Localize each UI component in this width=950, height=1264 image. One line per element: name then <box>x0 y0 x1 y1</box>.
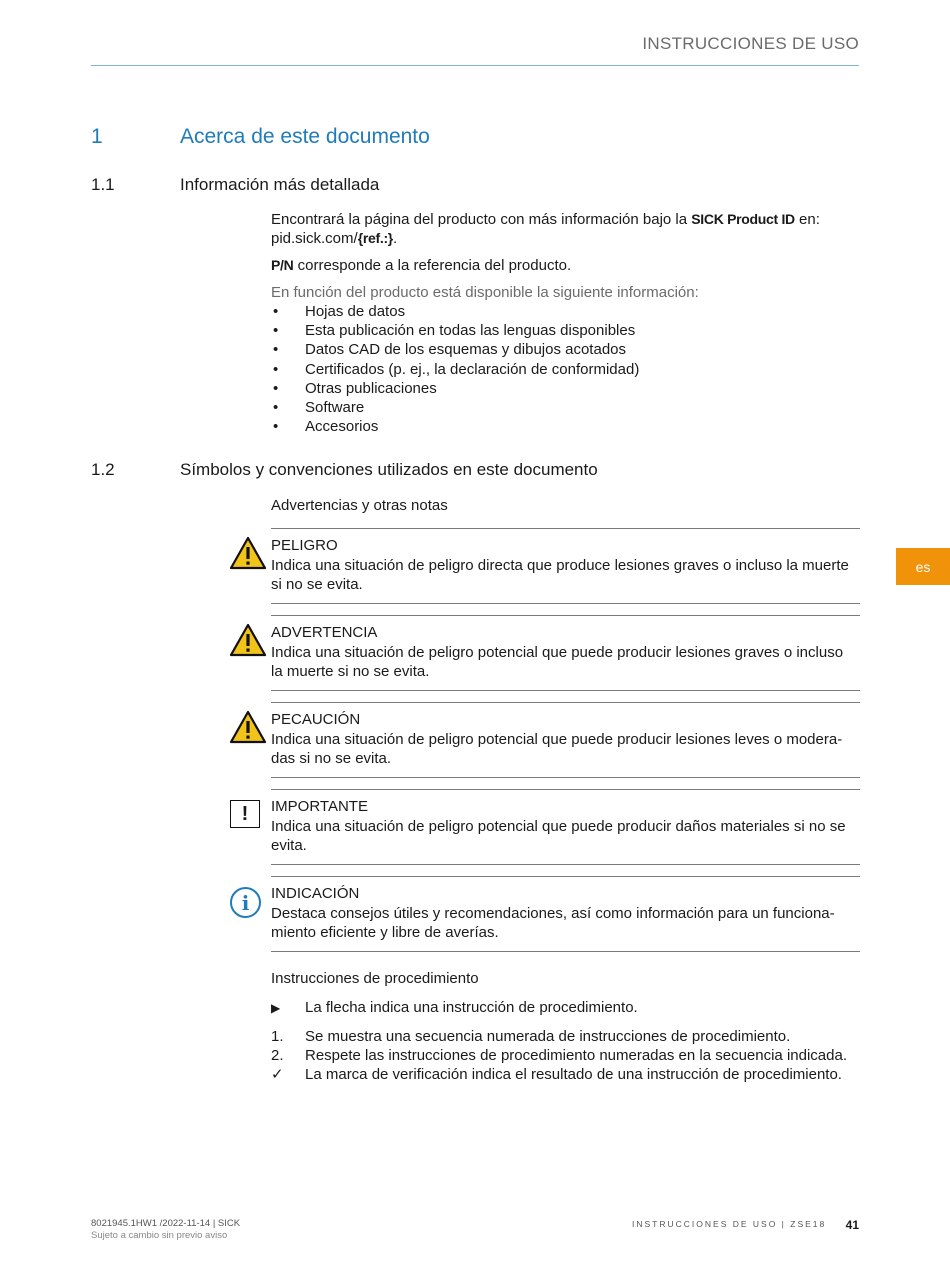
footer-doc-id: 8021945.1HW1 /2022-11-14 | SICK <box>91 1218 241 1229</box>
bullet-icon: • <box>273 399 279 417</box>
notice-title: IMPORTANTE <box>271 798 368 815</box>
notice-text: la muerte si no se evita. <box>271 663 430 680</box>
procedure-arrow-row <box>271 998 861 1017</box>
bullet-icon: • <box>273 379 279 397</box>
pn-paragraph <box>271 256 861 275</box>
notice-title: ADVERTENCIA <box>271 624 378 641</box>
list-item <box>271 998 861 1017</box>
step-number: 2. <box>271 1047 284 1064</box>
text: . <box>392 230 398 247</box>
footer-doc-info <box>91 1218 240 1242</box>
list-item <box>271 340 861 359</box>
section-number: 1 <box>91 125 103 148</box>
list-item-text: Hojas de datos <box>305 303 406 320</box>
list-item-text: Datos CAD de los esquemas y dibujos acotados <box>305 341 627 359</box>
notice-text: Indica una situación de peligro directa que produce lesiones graves o incluso la muerte <box>271 556 849 574</box>
list-item <box>271 1065 861 1084</box>
list-item-text: Software <box>305 399 365 417</box>
footer-doc-title: INSTRUCCIONES DE USO | ZSE18 <box>632 1219 827 1229</box>
text: Encontrará la página del producto con más información bajo la <box>271 211 692 228</box>
info-circle-icon: i <box>230 887 261 918</box>
section-title: Acerca de este documento <box>180 125 430 148</box>
section-1-1-body <box>271 210 861 436</box>
important-box-icon: ! <box>230 800 260 828</box>
warning-triangle-icon <box>229 536 267 570</box>
footer-subject: Sujeto a cambio sin previo aviso <box>91 1230 228 1241</box>
product-id-paragraph <box>271 210 861 248</box>
notice-danger <box>271 528 860 604</box>
list-item-text: La marca de verificación indica el resultado de una instrucción de procedimiento. <box>305 1066 842 1083</box>
list-item-text: Accesorios <box>305 418 379 436</box>
header-title: INSTRUCCIONES DE USO <box>642 34 859 53</box>
list-item-text: Respete las instrucciones de procedimiento numeradas en la secuencia indicada. <box>305 1047 847 1064</box>
list-item <box>271 302 861 321</box>
info-list <box>271 302 861 436</box>
list-item <box>271 379 861 398</box>
bullet-icon: • <box>273 360 279 378</box>
notice-text: evita. <box>271 837 307 854</box>
bullet-icon: • <box>273 303 279 320</box>
bullet-icon: • <box>273 322 279 340</box>
product-url[interactable]: pid.sick.com/ <box>271 230 358 247</box>
step-number: 1. <box>271 1028 284 1045</box>
notice-text: si no se evita. <box>271 576 363 593</box>
header-divider <box>91 65 859 66</box>
notice-text: Indica una situación de peligro potencial que puede producir daños materiales si no se <box>271 817 846 835</box>
list-item-text: Esta publicación en todas las lenguas disponibles <box>305 322 636 340</box>
notice-warning <box>271 615 860 691</box>
notice-text: Indica una situación de peligro potencial que puede producir lesiones graves o incluso <box>271 643 844 661</box>
notes-heading: Advertencias y otras notas <box>271 497 448 514</box>
ref-placeholder: {ref.:} <box>357 230 393 246</box>
subsection-number: 1.1 <box>91 175 115 194</box>
pn-label: P/N <box>271 257 294 273</box>
text: en: <box>794 211 820 228</box>
text: corresponde a la referencia del producto. <box>293 257 572 274</box>
bullet-icon: • <box>273 341 279 359</box>
list-item <box>271 398 861 417</box>
list-item <box>271 321 861 340</box>
checkmark-icon: ✓ <box>271 1065 284 1083</box>
notice-text: Indica una situación de peligro potencial que puede producir lesiones leves o modera- <box>271 730 843 748</box>
notice-title: INDICACIÓN <box>271 885 360 902</box>
bullet-icon: • <box>273 418 279 436</box>
warning-triangle-icon <box>229 623 267 657</box>
notice-important <box>271 789 860 865</box>
procedure-heading: Instrucciones de procedimiento <box>271 970 479 987</box>
warning-triangle-icon <box>229 710 267 744</box>
list-item <box>271 1027 861 1046</box>
list-item-text: La flecha indica una instrucción de procedimiento. <box>305 999 638 1016</box>
notice-info <box>271 876 860 952</box>
list-item-text: Se muestra una secuencia numerada de instrucciones de procedimiento. <box>305 1028 791 1045</box>
list-item-text: Otras publicaciones <box>305 379 437 397</box>
notice-text: Destaca consejos útiles y recomendaciones, así como información para un funciona- <box>271 904 835 922</box>
product-id-label: SICK Product ID <box>691 211 795 227</box>
notice-caution <box>271 702 860 778</box>
notice-text: das si no se evita. <box>271 750 392 767</box>
list-item <box>271 417 861 436</box>
notice-title: PECAUCIÓN <box>271 711 361 728</box>
language-tab[interactable]: es <box>896 548 950 585</box>
notice-text: miento eficiente y libre de averías. <box>271 924 499 941</box>
subsection-title: Símbolos y convenciones utilizados en este documento <box>180 460 598 479</box>
arrow-right-icon: ▶ <box>271 1001 281 1015</box>
subsection-number: 1.2 <box>91 460 115 479</box>
list-item <box>271 360 861 379</box>
subsection-title: Información más detallada <box>180 175 380 194</box>
list-item <box>271 1046 861 1065</box>
available-info-intro: En función del producto está disponible la siguiente información: <box>271 284 699 301</box>
procedure-steps <box>271 1027 861 1084</box>
notice-title: PELIGRO <box>271 537 338 554</box>
page-number: 41 <box>845 1218 859 1232</box>
list-item-text: Certificados (p. ej., la declaración de conformidad) <box>305 360 640 378</box>
